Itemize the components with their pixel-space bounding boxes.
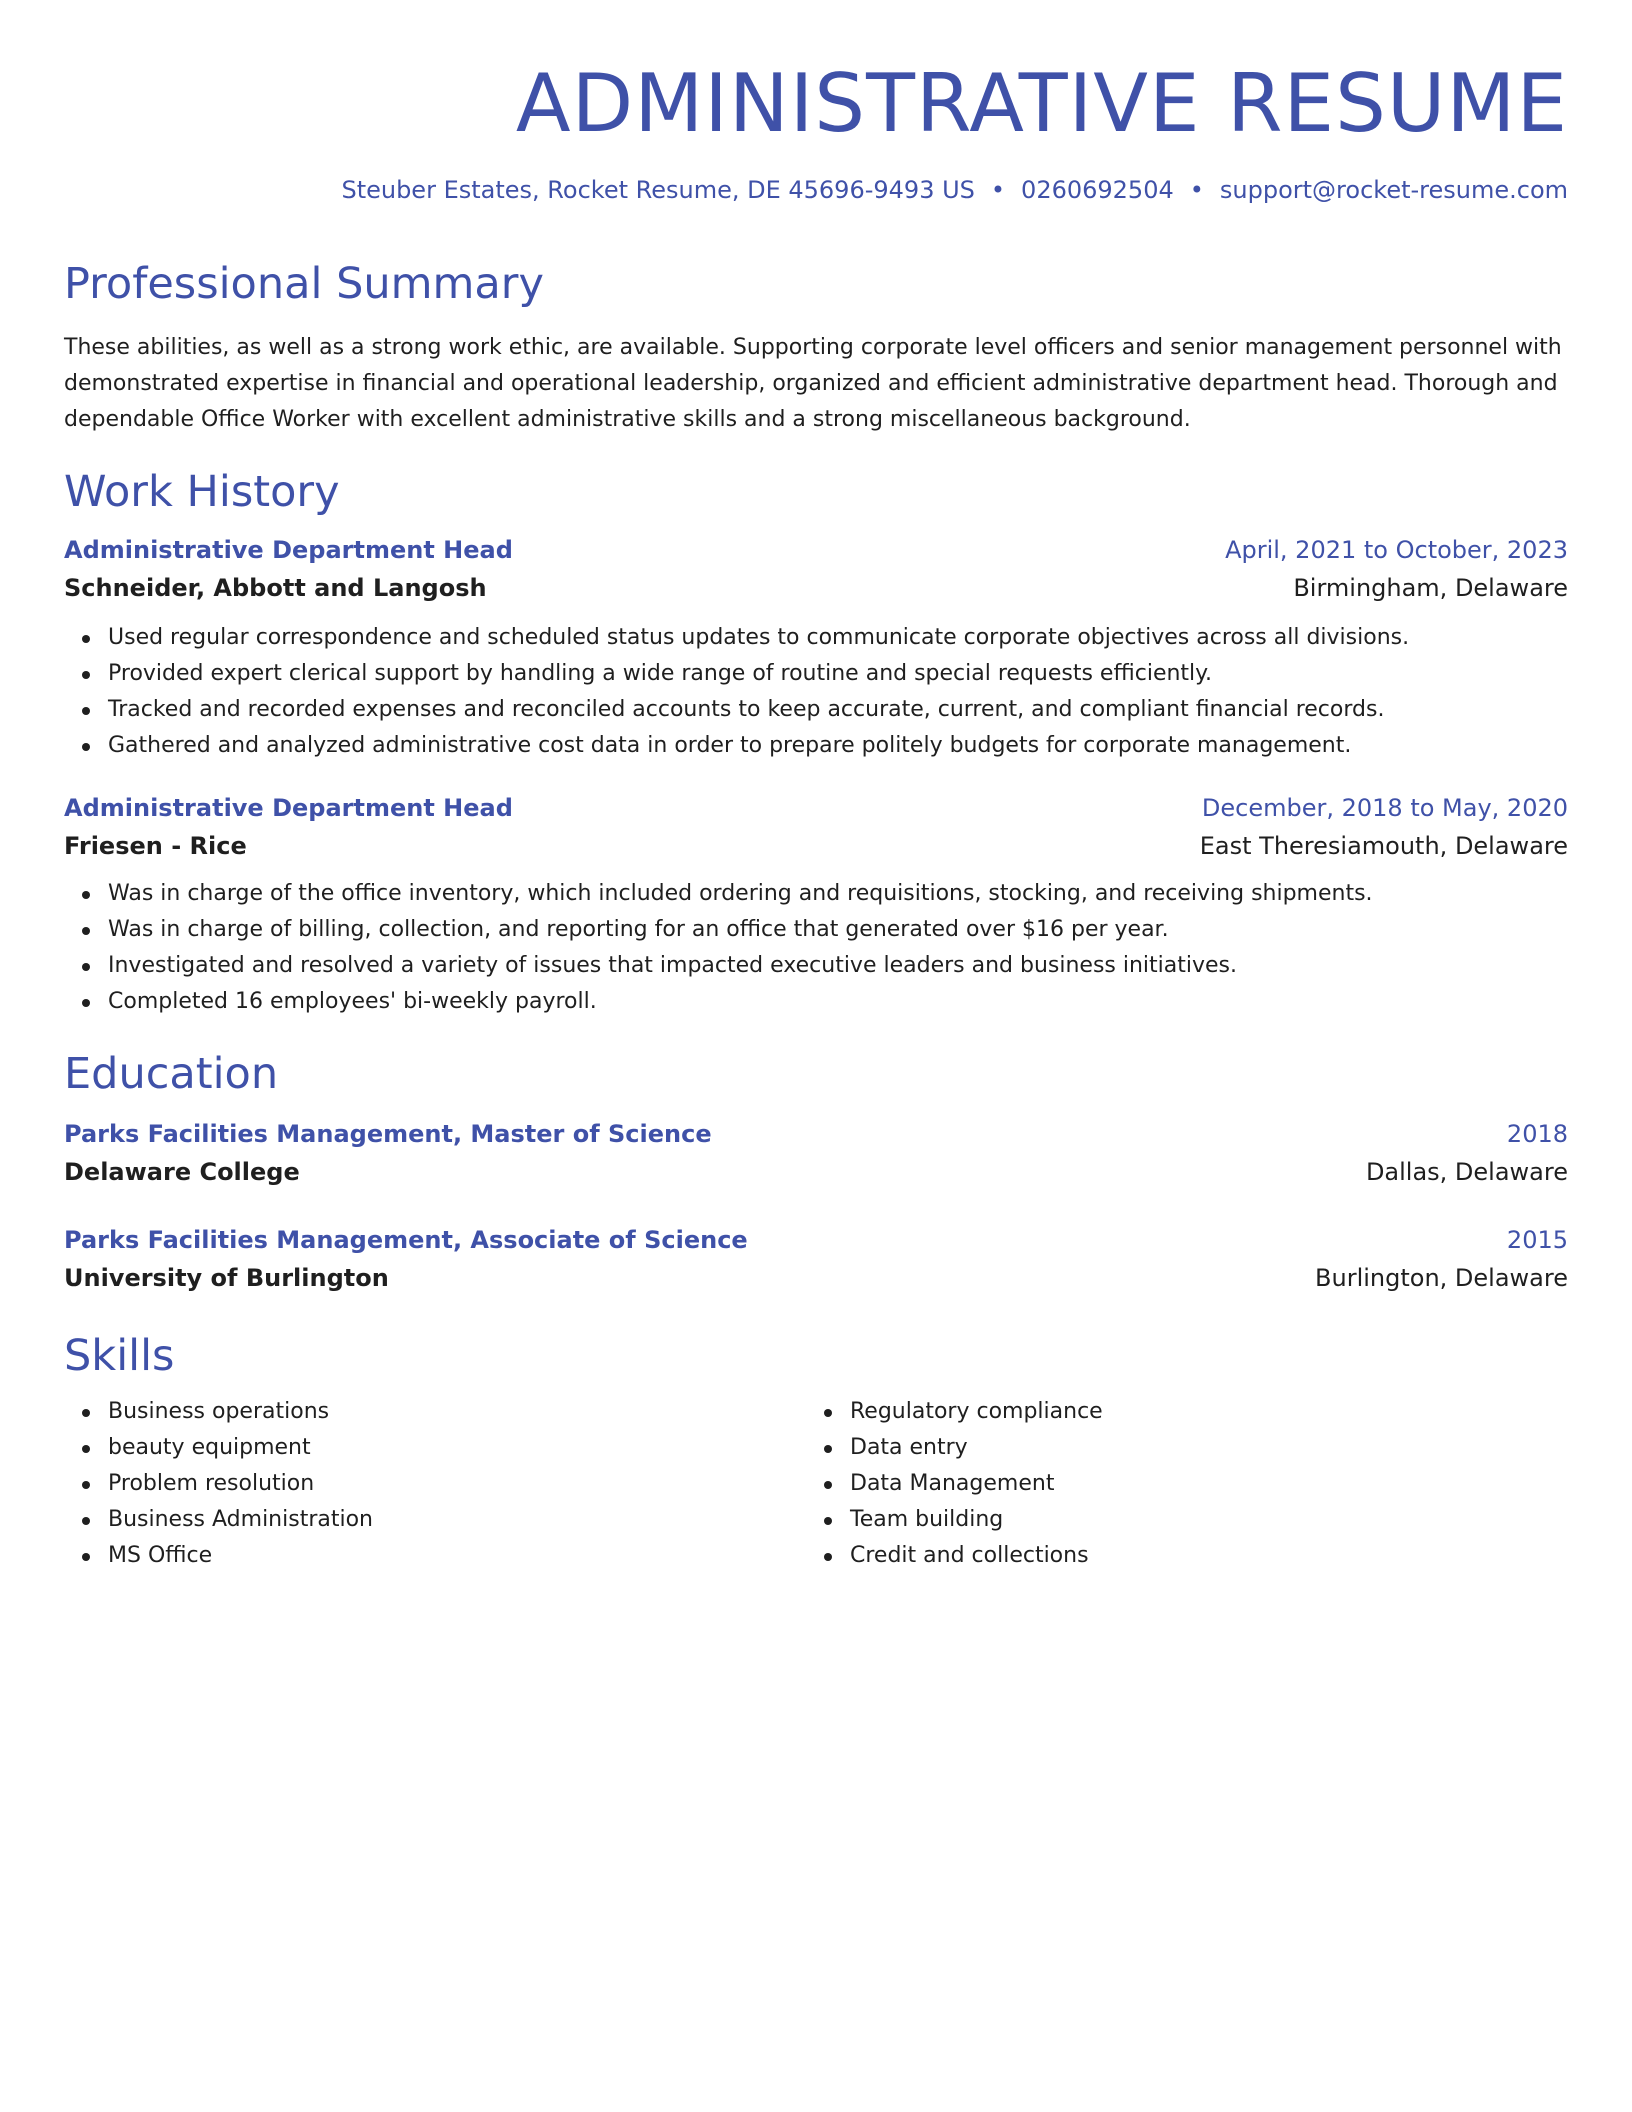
job-entry bbox=[64, 790, 1568, 1020]
skills-heading: Skills bbox=[64, 1331, 175, 1381]
list-item: Gathered and analyzed administrative cost data in order to prepare politely budgets for corporate management. bbox=[108, 728, 1568, 764]
list-item: Tracked and recorded expenses and reconciled accounts to keep accurate, current, and compliant financial records. bbox=[108, 692, 1568, 728]
education-entry bbox=[64, 1222, 1568, 1298]
list-item: Was in charge of the office inventory, which included ordering and requisitions, stocking, and receiving shipments. bbox=[108, 876, 1568, 912]
skill-item: MS Office bbox=[108, 1538, 806, 1574]
job-bullets bbox=[64, 876, 1568, 1020]
skill-item: Business Administration bbox=[108, 1502, 806, 1538]
job-title: Administrative Department Head bbox=[64, 794, 513, 822]
job-title: Administrative Department Head bbox=[64, 536, 513, 564]
degree-title: Parks Facilities Management, Associate of Science bbox=[64, 1226, 748, 1254]
skill-item: Data entry bbox=[850, 1430, 1548, 1466]
work-history-heading: Work History bbox=[64, 467, 340, 517]
degree-title: Parks Facilities Management, Master of Science bbox=[64, 1120, 712, 1148]
resume-title: ADMINISTRATIVE RESUME bbox=[515, 57, 1568, 150]
list-item: Was in charge of billing, collection, and reporting for an office that generated over $16 per year. bbox=[108, 912, 1568, 948]
contact-email: support@rocket-resume.com bbox=[1219, 176, 1568, 204]
summary-heading: Professional Summary bbox=[64, 259, 544, 309]
job-location: Birmingham, Delaware bbox=[1293, 574, 1568, 602]
skill-item: Team building bbox=[850, 1502, 1548, 1538]
job-company: Schneider, Abbott and Langosh bbox=[64, 574, 487, 602]
skill-item: Data Management bbox=[850, 1466, 1548, 1502]
skills-list-right bbox=[806, 1394, 1548, 1574]
list-item: Completed 16 employees' bi-weekly payroll. bbox=[108, 984, 1568, 1020]
job-bullets bbox=[64, 620, 1568, 764]
skills-columns bbox=[64, 1394, 1568, 1574]
resume-page bbox=[64, 0, 1568, 1574]
job-location: East Theresiamouth, Delaware bbox=[1199, 832, 1568, 860]
contact-line bbox=[64, 174, 1568, 206]
education-heading: Education bbox=[64, 1049, 279, 1099]
school-name: University of Burlington bbox=[64, 1264, 389, 1292]
graduation-year: 2018 bbox=[1506, 1120, 1568, 1148]
job-company: Friesen - Rice bbox=[64, 832, 247, 860]
skills-list-left bbox=[64, 1394, 806, 1574]
school-location: Burlington, Delaware bbox=[1315, 1264, 1568, 1292]
contact-separator: • bbox=[1189, 176, 1204, 204]
graduation-year: 2015 bbox=[1506, 1226, 1568, 1254]
skill-item: Problem resolution bbox=[108, 1466, 806, 1502]
skill-item: beauty equipment bbox=[108, 1430, 806, 1466]
school-location: Dallas, Delaware bbox=[1365, 1158, 1568, 1186]
list-item: Investigated and resolved a variety of issues that impacted executive leaders and business initiatives. bbox=[108, 948, 1568, 984]
summary-text: These abilities, as well as a strong work ethic, are available. Supporting corporate level officers and senior management personnel with demonstrated expertise in financial and operational leadership, organized and efficient administrative department head. Thorough and dependable Office Worker with excellent administrative skills and a strong miscellaneous background. bbox=[64, 335, 1562, 432]
skill-item: Regulatory compliance bbox=[850, 1394, 1548, 1430]
skill-item: Credit and collections bbox=[850, 1538, 1548, 1574]
job-entry bbox=[64, 532, 1568, 764]
list-item: Provided expert clerical support by handling a wide range of routine and special requests efficiently. bbox=[108, 656, 1568, 692]
skill-item: Business operations bbox=[108, 1394, 806, 1430]
list-item: Used regular correspondence and scheduled status updates to communicate corporate objectives across all divisions. bbox=[108, 620, 1568, 656]
education-entry bbox=[64, 1116, 1568, 1192]
contact-separator: • bbox=[990, 176, 1006, 204]
contact-phone: 0260692504 bbox=[1021, 176, 1174, 204]
contact-address: Steuber Estates, Rocket Resume, DE 45696-9493 US bbox=[341, 176, 975, 204]
job-dates: December, 2018 to May, 2020 bbox=[1201, 794, 1568, 822]
job-dates: April, 2021 to October, 2023 bbox=[1225, 536, 1568, 564]
school-name: Delaware College bbox=[64, 1158, 300, 1186]
